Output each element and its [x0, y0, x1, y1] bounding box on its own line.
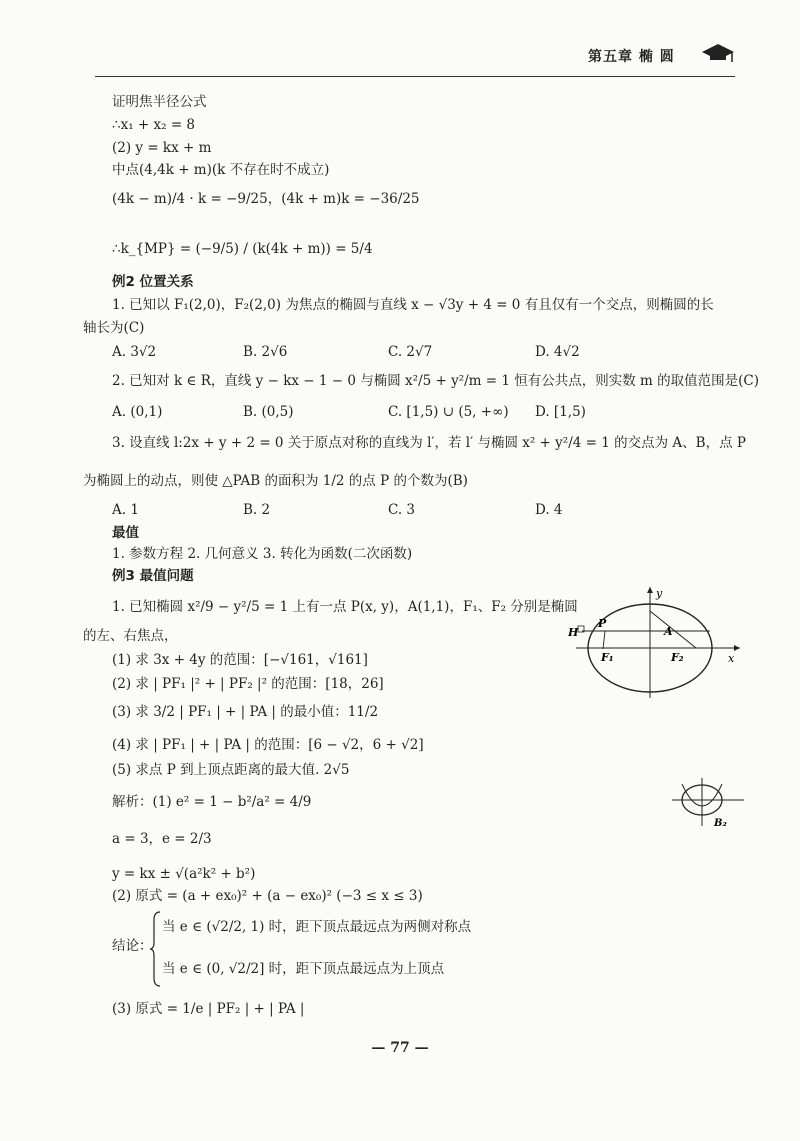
question-3: 3. 设直线 l:2x + y + 2 = 0 关于原点对称的直线为 l′，若 l′ 与椭圆 x² + y²/4 = 1 的交点为 A、B，点 P	[112, 435, 746, 451]
example-3-heading: 例3 最值问题	[112, 568, 194, 584]
extremum-heading: 最值	[112, 525, 139, 541]
conclusion-brace	[150, 910, 162, 988]
q1-option-b: B. 2√6	[243, 344, 288, 360]
line-slope-eq: (4k − m)/4 · k = −9/25，(4k + m)k = −36/25	[112, 191, 420, 207]
sub-question-2: (2) 求 | PF₁ |² + | PF₂ |² 的范围：[18，26]	[112, 676, 384, 692]
extremum-methods: 1. 参数方程 2. 几何意义 3. 转化为函数(二次函数)	[112, 546, 413, 562]
conclusion-label: 结论：	[112, 938, 153, 954]
line-x-sum: ∴x₁ + x₂ = 8	[112, 117, 196, 133]
line-part2: (2) y = kx + m	[112, 140, 212, 156]
ellipse-figure	[568, 585, 743, 700]
solution-tangent: y = kx ± √(a²k² + b²)	[112, 866, 256, 882]
sub-question-4: (4) 求 | PF₁ | + | PA | 的范围：[6 − √2，6 + √2]	[112, 737, 424, 753]
page-number: — 77 —	[371, 1040, 429, 1056]
sub-question-3: (3) 求 3/2 | PF₁ | + | PA | 的最小值：11/2	[112, 704, 379, 720]
fig2-label-b2: B₂	[714, 818, 727, 829]
question-2: 2. 已知对 k ∈ R，直线 y − kx − 1 − 0 与椭圆 x²/5 + y²/m = 1 恒有公共点，则实数 m 的取值范围是(C)	[112, 373, 760, 389]
line-proof-formula: 证明焦半径公式	[112, 94, 207, 110]
question-1: 1. 已知以 F₁(2,0)，F₂(2,0) 为焦点的椭圆与直线 x − √3y + 4 = 0 有且仅有一个交点，则椭圆的长	[112, 297, 714, 313]
fig1-label-f1: F₁	[601, 651, 614, 664]
conclusion-case-1: 当 e ∈ (√2/2, 1) 时，距下顶点最远点为两侧对称点	[162, 919, 472, 935]
fig1-label-f2: F₂	[671, 651, 684, 664]
q3-option-a: A. 1	[112, 502, 139, 518]
ellipse-small-figure	[668, 776, 748, 831]
line-midpoint: 中点(4,4k + m)(k 不存在时不成立)	[112, 162, 330, 178]
example-2-heading: 例2 位置关系	[112, 274, 194, 290]
q3-option-d: D. 4	[535, 502, 563, 518]
sub-question-5: (5) 求点 P 到上顶点距离的最大值. 2√5	[112, 762, 350, 778]
fig1-axis-x-label: x	[728, 652, 735, 665]
question-3-cont: 为椭圆上的动点，则使 △PAB 的面积为 1/2 的点 P 的个数为(B)	[83, 473, 468, 489]
line-k-mp: ∴k_{MP} = (−9/5) / (k(4k + m)) = 5/4	[112, 241, 373, 257]
graduation-cap-icon	[700, 40, 736, 66]
q1-option-a: A. 3√2	[112, 344, 157, 360]
q2-option-c: C. [1,5) ∪ (5, +∞)	[388, 404, 509, 420]
fig1-label-a: A	[664, 625, 673, 638]
conclusion-case-2: 当 e ∈ (0, √2/2] 时，距下顶点最远点为上顶点	[162, 961, 445, 977]
solution-1: 解析：(1) e² = 1 − b²/a² = 4/9	[112, 794, 312, 810]
fig1-axis-y-label: y	[656, 587, 663, 600]
q3-option-b: B. 2	[243, 502, 271, 518]
sub-question-1: (1) 求 3x + 4y 的范围：[−√161，√161]	[112, 652, 368, 668]
q2-option-a: A. (0,1)	[112, 404, 163, 420]
question-1-cont: 轴长为(C)	[83, 320, 145, 336]
fig1-label-p: P	[598, 617, 607, 630]
fig1-label-h: H	[568, 626, 579, 639]
solution-2: (2) 原式 = (a + ex₀)² + (a − ex₀)² (−3 ≤ x ≤ 3)	[112, 888, 423, 904]
chapter-title: 第五章 椭 圆	[588, 49, 675, 65]
solution-3: (3) 原式 = 1/e | PF₂ | + | PA |	[112, 1001, 305, 1017]
example-3-problem: 1. 已知椭圆 x²/9 − y²/5 = 1 上有一点 P(x, y)，A(1,1)，F₁、F₂ 分别是椭圆	[112, 599, 578, 615]
q2-option-d: D. [1,5)	[535, 404, 586, 420]
example-3-problem-cont: 的左、右焦点，	[83, 628, 178, 644]
q1-option-d: D. 4√2	[535, 344, 580, 360]
header-rule	[95, 76, 735, 77]
q3-option-c: C. 3	[388, 502, 416, 518]
solution-a-e: a = 3，e = 2/3	[112, 831, 212, 847]
q2-option-b: B. (0,5)	[243, 404, 294, 420]
q1-option-c: C. 2√7	[388, 344, 433, 360]
